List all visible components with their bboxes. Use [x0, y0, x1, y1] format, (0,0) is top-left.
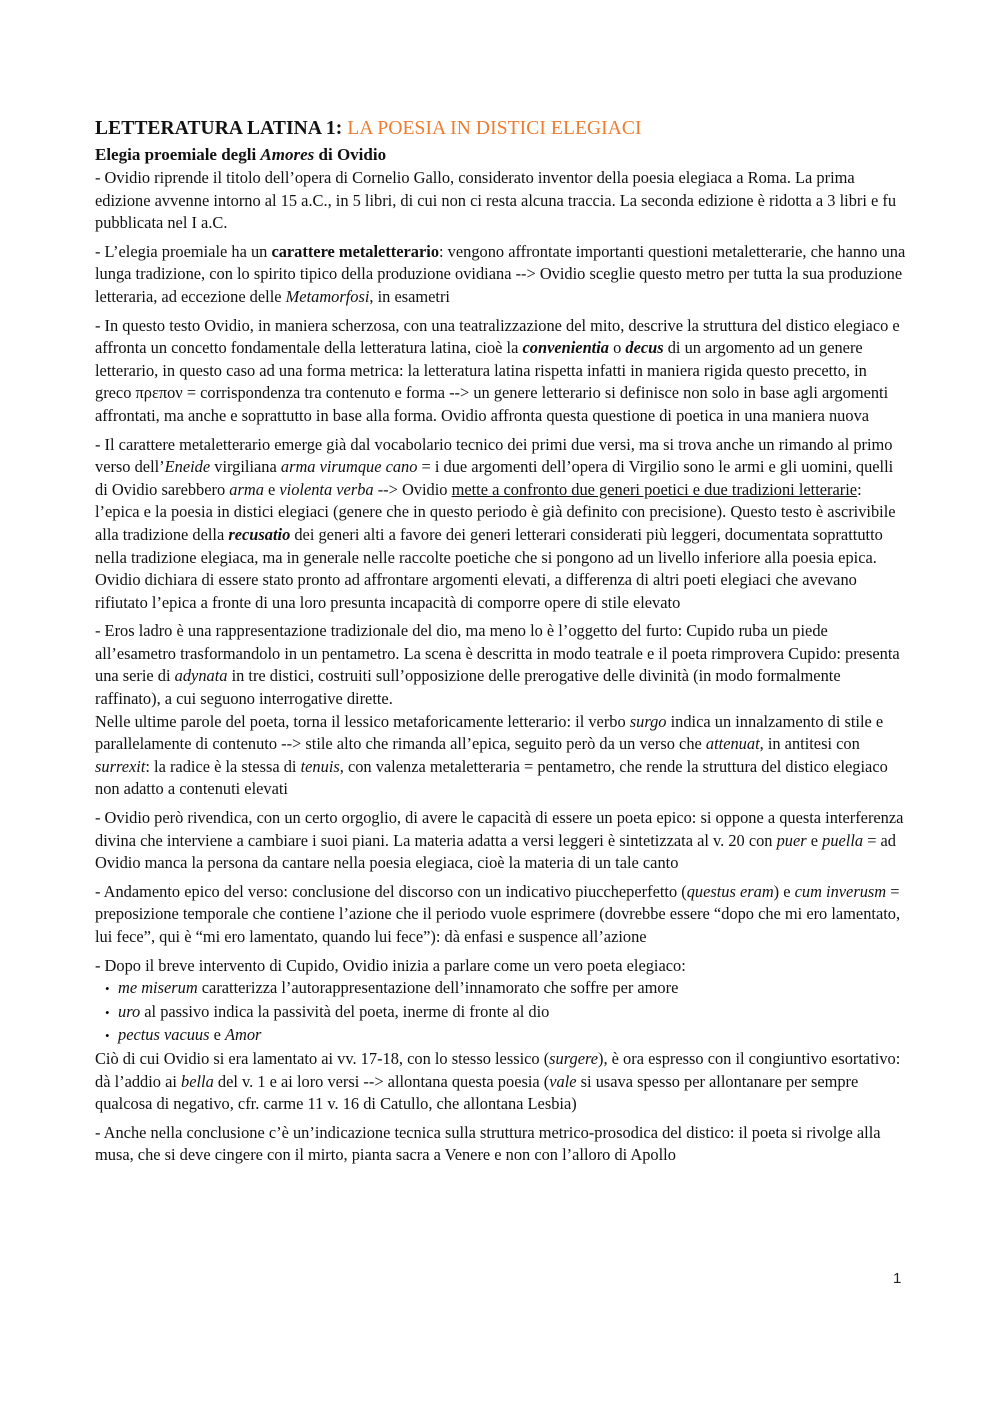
bullet-list	[95, 977, 907, 1048]
text: , in antitesi con	[759, 734, 860, 754]
text: - In questo testo Ovidio, in maniera scherzosa, con una teatralizzazione del mito, descrive la struttura del distico elegiaco e affronta un concetto fondamentale della letteratura latina, cioè la	[95, 315, 900, 358]
text: - Eros ladro è una rappresentazione tradizionale del dio, ma meno lo è l’oggetto del furto: Cupido ruba un piede all’esametro trasformandolo in un pentametro. La scena è descritta in modo teatrale e il poeta rimprovera Cupido: presenta una serie di	[95, 621, 900, 686]
text: ), è ora espresso con il congiuntivo esortativo: dà l’addio ai	[95, 1048, 901, 1091]
text: dei generi alti a favore dei generi letterari considerati più leggeri, documentata soprattutto nella tradizione elegiaca, ma in generale nelle raccolte poetiche che si pongono ad un livello inferiore alla poesia epica. Ovidio dichiara di essere stato pronto ad affrontare argomenti elevati, a differenza di altri poeti elegiaci che avevano rifiutato l’epica a fronte di una loro presunta incapacità di comporre opere di stile elevato	[95, 524, 883, 612]
list-item	[105, 1024, 907, 1048]
title-accent: LA POESIA IN DISTICI ELEGIACI	[347, 118, 642, 139]
title-prefix: LETTERATURA LATINA 1:	[95, 118, 348, 139]
text: o	[608, 338, 626, 358]
document-title	[95, 118, 907, 140]
text: - Il carattere metaletterario emerge già dal vocabolario tecnico dei primi due versi, ma si trova anche un rimando al primo verso dell’	[95, 434, 893, 477]
italic-term: puella	[822, 830, 864, 850]
list-item	[105, 1001, 907, 1025]
text: ) e	[773, 881, 795, 901]
text: : l’epica e la poesia in distici elegiaci (genere che in questo periodo è già definito con precisione). Questo testo è ascrivibile alla tradizione della	[95, 479, 896, 544]
text: --> Ovidio	[373, 479, 452, 499]
text: , in esametri	[369, 286, 450, 306]
paragraph-4	[95, 434, 907, 615]
text: - Dopo il breve intervento di Cupido, Ovidio inizia a parlare come un vero poeta elegiaco:	[95, 955, 686, 975]
paragraph-11	[95, 1122, 907, 1167]
paragraph-6	[95, 711, 907, 801]
text: = preposizione temporale che contiene l’azione che il periodo vuole esprimere (dovrebbe essere “dopo che mi ero lamentato, lui fece”, qui è “mi ero lamentato, quando lui fece”): dà enfasi e suspence all’azione	[95, 881, 901, 946]
italic-term: tenuis	[300, 756, 340, 776]
italic-term: Amor	[224, 1025, 262, 1045]
text: = ad Ovidio manca la persona da cantare nella poesia elegiaca, cioè la materia di un tale canto	[95, 830, 897, 873]
paragraph-10	[95, 1048, 907, 1116]
text: Nelle ultime parole del poeta, torna il lessico metaforicamente letterario: il verbo	[95, 711, 630, 731]
text: - Ovidio riprende il titolo dell’opera di Cornelio Gallo, considerato inventor della poesia elegiaca a Roma. La prima edizione avvenne intorno al 15 a.C., in 5 libri, di cui non ci resta alcuna traccia. La seconda edizione è ridotta a 3 libri e fu pubblicata nel I a.C.	[95, 168, 897, 233]
paragraph-9	[95, 955, 907, 978]
italic-term: attenuat	[705, 734, 760, 754]
text: - L’elegia proemiale ha un	[95, 241, 272, 261]
paragraph-2	[95, 241, 907, 309]
italic-term: me miserum	[118, 978, 198, 998]
text: e	[209, 1025, 225, 1045]
paragraph-7	[95, 807, 907, 875]
italic-term: Eneide	[164, 457, 211, 477]
text: - Andamento epico del verso: conclusione del discorso con un indicativo piuccheperfetto (	[95, 881, 687, 901]
italic-term: violenta verba	[279, 479, 374, 499]
document-page	[95, 118, 907, 1173]
paragraph-8	[95, 881, 907, 949]
bold-italic-term: recusatio	[228, 524, 291, 544]
text: e	[806, 830, 823, 850]
text: caratterizza l’autorappresentazione dell’innamorato che soffre per amore	[197, 978, 679, 998]
text: indica un innalzamento di stile e parallelamente di contenuto --> stile alto che rimanda all’epica, seguito però da un verso che	[95, 711, 884, 754]
italic-term: pectus vacuus	[118, 1025, 210, 1045]
text: si usava spesso per allontanare per sempre qualcosa di negativo, cfr. carme 11 v. 16 di Catullo, che allontana Lesbia)	[95, 1071, 859, 1114]
italic-term: uro	[118, 1001, 141, 1021]
page-number: 1	[893, 1270, 902, 1287]
italic-term: questus eram	[686, 881, 774, 901]
paragraph-1	[95, 167, 907, 235]
text: Ciò di cui Ovidio si era lamentato ai vv. 17-18, con lo stesso lessico (	[95, 1048, 550, 1068]
paragraph-3	[95, 315, 907, 428]
text: , con valenza metaletteraria = pentametro, che rende la struttura del distico elegiaco non adatto a contenuti elevati	[95, 756, 888, 799]
text: = i due argomenti dell’opera di Virgilio sono le armi e gli uomini, quelli di Ovidio sarebbero	[95, 457, 894, 499]
text: in tre distici, costruiti sull’opposizione delle prerogative delle divinità (in modo formalmente raffinato), a cui seguono interrogative dirette.	[95, 666, 841, 709]
text: - Ovidio però rivendica, con un certo orgoglio, di avere le capacità di essere un poeta epico: si oppone a questa interferenza divina che interviene a cambiare i suoi piani. La materia adatta a versi leggeri è sintetizzata al v. 20 con	[95, 808, 904, 850]
italic-term: adynata	[174, 666, 228, 686]
bold-term: carattere metaletterario	[271, 241, 440, 261]
text: - Anche nella conclusione c’è un’indicazione tecnica sulla struttura metrico-prosodica del distico: il poeta si rivolge alla musa, che si deve cingere con il mirto, pianta sacra a Venere e non con l’alloro di Apollo	[95, 1122, 881, 1165]
italic-term: puer	[776, 830, 807, 850]
list-item	[105, 977, 907, 1001]
italic-term: arma	[229, 479, 264, 499]
heading-text-end: di Ovidio	[314, 145, 387, 164]
italic-term: vale	[549, 1071, 577, 1091]
heading-text: Elegia proemiale degli	[95, 145, 261, 164]
italic-term: surgo	[629, 711, 667, 731]
text: di un argomento ad un genere letterario, in questo caso ad una forma metrica: la letteratura latina rispetta infatti in maniera rigida questo precetto, in greco πρεπον = corrispondenza tra contenuto e forma --> un genere letterario si definisce non solo in base agli argomenti affrontati, ma anche e soprattutto in base alla forma. Ovidio affronta questa questione di poetica in una maniera nuova	[95, 338, 889, 425]
italic-term: cum inverusm	[794, 881, 887, 901]
section-heading	[95, 145, 907, 165]
italic-term: bella	[181, 1071, 214, 1091]
text: : la radice è la stessa di	[145, 756, 301, 776]
bold-italic-term: decus	[625, 338, 664, 358]
italic-term: arma virumque cano	[280, 457, 418, 477]
text: virgiliana	[210, 457, 281, 477]
text: e	[263, 479, 280, 499]
text: del v. 1 e ai loro versi --> allontana questa poesia (	[213, 1071, 550, 1091]
heading-italic: Amores	[260, 145, 315, 164]
underlined-text: mette a confronto due generi poetici e due tradizioni letterarie	[451, 479, 858, 499]
italic-term: Metamorfosi	[285, 286, 370, 306]
paragraph-5	[95, 620, 907, 710]
bold-italic-term: convenientia	[522, 338, 609, 358]
text: : vengono affrontate importanti questioni metaletterarie, che hanno una lunga tradizione, con lo spirito tipico della produzione ovidiana --> Ovidio sceglie questo metro per tutta la sua produzione letteraria, ad eccezione delle	[95, 241, 906, 306]
italic-term: surrexit	[95, 756, 146, 776]
italic-term: surgere	[549, 1048, 599, 1068]
text: al passivo indica la passività del poeta, inerme di fronte al dio	[140, 1001, 550, 1021]
